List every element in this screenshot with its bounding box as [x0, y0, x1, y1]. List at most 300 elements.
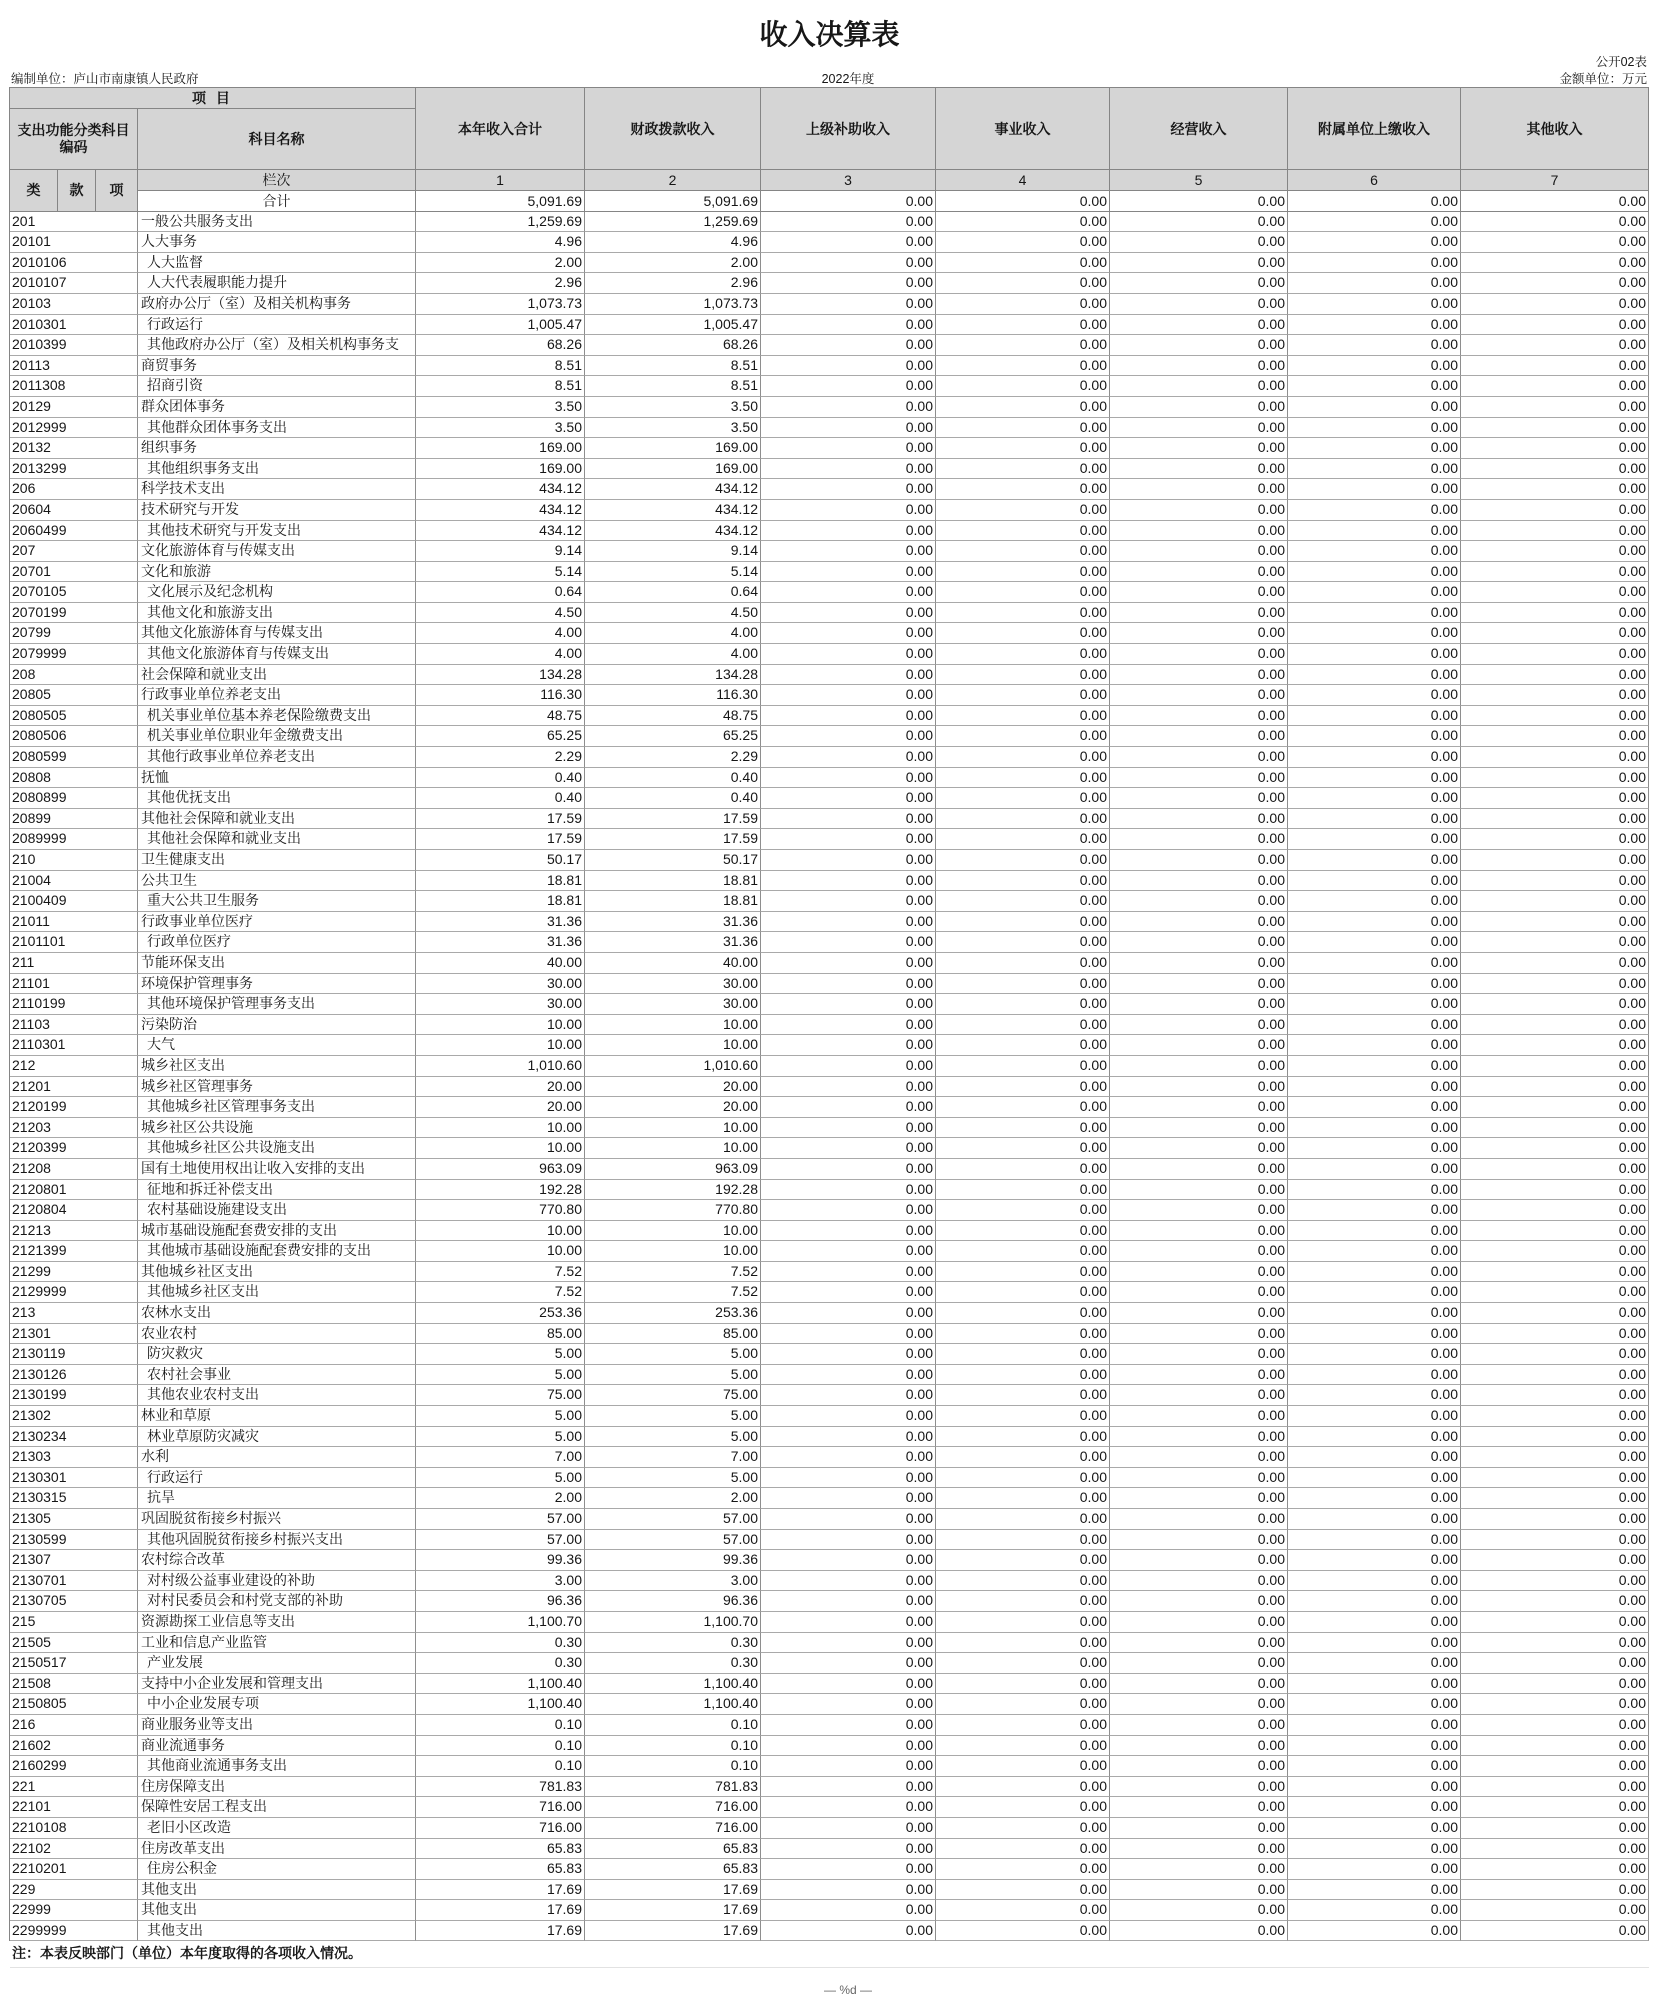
fiscal-appropriation-cell: 48.75 — [585, 706, 761, 727]
fiscal-appropriation-cell: 0.40 — [585, 788, 761, 809]
operating-income-cell: 0.00 — [1110, 1097, 1288, 1118]
fiscal-appropriation-cell: 2.00 — [585, 1488, 761, 1509]
fiscal-appropriation-cell: 17.69 — [585, 1921, 761, 1942]
subject-name: 支持中小企业发展和管理支出 — [138, 1674, 416, 1695]
fiscal-appropriation-cell: 716.00 — [585, 1797, 761, 1818]
column-header-business-income: 事业收入 — [936, 88, 1110, 170]
operating-income-cell: 0.00 — [1110, 1530, 1288, 1551]
subject-code: 212 — [10, 1056, 138, 1077]
superior-subsidy-cell: 0.00 — [761, 788, 936, 809]
total-income-cell: 4.00 — [416, 623, 585, 644]
subject-code: 2080505 — [10, 706, 138, 727]
superior-subsidy-cell: 0.00 — [761, 994, 936, 1015]
subject-name: 城乡社区管理事务 — [138, 1077, 416, 1098]
other-income-cell: 0.00 — [1461, 459, 1649, 480]
affiliated-unit-income-cell: 0.00 — [1288, 1509, 1461, 1530]
operating-income-cell: 0.00 — [1110, 1221, 1288, 1242]
business-income-cell: 0.00 — [936, 1118, 1110, 1139]
fiscal-appropriation-cell: 5.14 — [585, 562, 761, 583]
superior-subsidy-cell: 0.00 — [761, 315, 936, 336]
table-row — [10, 1365, 1649, 1386]
fiscal-appropriation-cell: 770.80 — [585, 1200, 761, 1221]
affiliated-unit-income-cell: 0.00 — [1288, 623, 1461, 644]
other-income-cell: 0.00 — [1461, 1097, 1649, 1118]
fiscal-appropriation-cell: 17.69 — [585, 1880, 761, 1901]
superior-subsidy-cell: 0.00 — [761, 521, 936, 542]
subject-code: 2130315 — [10, 1488, 138, 1509]
subject-code: 20799 — [10, 623, 138, 644]
business-income-cell: 0.00 — [936, 747, 1110, 768]
subject-name: 行政运行 — [138, 315, 416, 336]
subject-name: 商贸事务 — [138, 356, 416, 377]
business-income-cell: 0.00 — [936, 891, 1110, 912]
business-income-cell: 0.00 — [936, 1427, 1110, 1448]
subject-name: 文化旅游体育与传媒支出 — [138, 541, 416, 562]
table-row — [10, 829, 1649, 850]
other-income-cell: 0.00 — [1461, 1591, 1649, 1612]
other-income-cell: 0.00 — [1461, 1241, 1649, 1262]
operating-income-cell: 0.00 — [1110, 1159, 1288, 1180]
table-row — [10, 706, 1649, 727]
subject-code: 20805 — [10, 685, 138, 706]
other-income-cell: 0.00 — [1461, 582, 1649, 603]
superior-subsidy-cell: 0.00 — [761, 747, 936, 768]
superior-subsidy-cell: 0.00 — [761, 644, 936, 665]
affiliated-unit-income-cell: 0.00 — [1288, 1015, 1461, 1036]
subject-code: 2130234 — [10, 1427, 138, 1448]
subject-name: 机关事业单位职业年金缴费支出 — [138, 726, 416, 747]
fiscal-appropriation-cell: 10.00 — [585, 1221, 761, 1242]
affiliated-unit-income-cell: 0.00 — [1288, 1180, 1461, 1201]
subject-name: 城市基础设施配套费安排的支出 — [138, 1221, 416, 1242]
header-seq-label: 栏次 — [138, 170, 416, 191]
fiscal-appropriation-cell: 2.29 — [585, 747, 761, 768]
subject-name: 其他政府办公厅（室）及相关机构事务支 — [138, 335, 416, 356]
table-row — [10, 1056, 1649, 1077]
fiscal-appropriation-cell: 30.00 — [585, 994, 761, 1015]
subject-name: 重大公共卫生服务 — [138, 891, 416, 912]
superior-subsidy-cell: 0.00 — [761, 212, 936, 233]
business-income-cell: 0.00 — [936, 829, 1110, 850]
fiscal-appropriation-cell: 50.17 — [585, 850, 761, 871]
total-income-cell: 10.00 — [416, 1138, 585, 1159]
superior-subsidy-cell: 0.00 — [761, 974, 936, 995]
superior-subsidy-cell: 0.00 — [761, 541, 936, 562]
affiliated-unit-income-cell: 0.00 — [1288, 1262, 1461, 1283]
footnote: 注：本表反映部门（单位）本年度取得的各项收入情况。 — [12, 1945, 362, 1961]
business-income-cell: 0.00 — [936, 1282, 1110, 1303]
subject-code: 207 — [10, 541, 138, 562]
subject-code: 2100409 — [10, 891, 138, 912]
subject-name: 其他群众团体事务支出 — [138, 418, 416, 439]
other-income-cell: 0.00 — [1461, 335, 1649, 356]
subject-name: 工业和信息产业监管 — [138, 1633, 416, 1654]
business-income-cell: 0.00 — [936, 1900, 1110, 1921]
business-income-cell: 0.00 — [936, 397, 1110, 418]
subject-name: 抚恤 — [138, 768, 416, 789]
total-income-cell: 40.00 — [416, 953, 585, 974]
fiscal-appropriation-cell: 10.00 — [585, 1015, 761, 1036]
total-income-cell: 7.52 — [416, 1262, 585, 1283]
affiliated-unit-income-cell: 0.00 — [1288, 1406, 1461, 1427]
total-income-cell: 17.59 — [416, 829, 585, 850]
affiliated-unit-income-cell: 0.00 — [1288, 1077, 1461, 1098]
subject-code: 2120399 — [10, 1138, 138, 1159]
total-income-cell: 3.50 — [416, 418, 585, 439]
operating-income-cell: 0.00 — [1110, 479, 1288, 500]
other-income-cell: 0.00 — [1461, 1221, 1649, 1242]
total-income-cell: 10.00 — [416, 1241, 585, 1262]
superior-subsidy-cell: 0.00 — [761, 1118, 936, 1139]
fiscal-appropriation-cell: 5.00 — [585, 1365, 761, 1386]
subject-code: 20129 — [10, 397, 138, 418]
total-income-cell: 5.00 — [416, 1365, 585, 1386]
total-income-cell: 85.00 — [416, 1324, 585, 1345]
affiliated-unit-income-cell: 0.00 — [1288, 1056, 1461, 1077]
operating-income-cell: 0.00 — [1110, 871, 1288, 892]
subject-name: 其他文化旅游体育与传媒支出 — [138, 644, 416, 665]
operating-income-cell: 0.00 — [1110, 747, 1288, 768]
business-income-cell: 0.00 — [936, 335, 1110, 356]
business-income-cell: 0.00 — [936, 1921, 1110, 1942]
subject-code: 201 — [10, 212, 138, 233]
affiliated-unit-income-cell: 0.00 — [1288, 582, 1461, 603]
affiliated-unit-income-cell: 0.00 — [1288, 1818, 1461, 1839]
other-income-cell: 0.00 — [1461, 1468, 1649, 1489]
subject-code: 2121399 — [10, 1241, 138, 1262]
business-income-cell: 0.00 — [936, 253, 1110, 274]
subject-name: 其他支出 — [138, 1880, 416, 1901]
fiscal-appropriation-cell: 5.00 — [585, 1344, 761, 1365]
subject-name: 其他农业农村支出 — [138, 1385, 416, 1406]
other-income-cell: 0.00 — [1461, 1427, 1649, 1448]
table-row — [10, 1900, 1649, 1921]
other-income-cell: 0.00 — [1461, 1859, 1649, 1880]
fiscal-appropriation-cell: 0.30 — [585, 1653, 761, 1674]
affiliated-unit-income-cell: 0.00 — [1288, 1633, 1461, 1654]
affiliated-unit-income-cell: 0.00 — [1288, 1736, 1461, 1757]
business-income-cell: 0.00 — [936, 232, 1110, 253]
operating-income-cell: 0.00 — [1110, 1077, 1288, 1098]
affiliated-unit-income-cell: 0.00 — [1288, 1653, 1461, 1674]
total-income-cell: 17.69 — [416, 1880, 585, 1901]
other-income-cell: 0.00 — [1461, 1715, 1649, 1736]
other-income-cell: 0.00 — [1461, 644, 1649, 665]
other-income-cell: 0.00 — [1461, 850, 1649, 871]
other-income-cell: 0.00 — [1461, 747, 1649, 768]
other-income-cell: 0.00 — [1461, 397, 1649, 418]
operating-income-cell: 0.00 — [1110, 1365, 1288, 1386]
fiscal-appropriation-cell: 99.36 — [585, 1550, 761, 1571]
affiliated-unit-income-cell: 0.00 — [1288, 1797, 1461, 1818]
other-income-cell: 0.00 — [1461, 376, 1649, 397]
affiliated-unit-income-cell: 0.00 — [1288, 1344, 1461, 1365]
business-income-cell: 0.00 — [936, 541, 1110, 562]
subject-code: 2299999 — [10, 1921, 138, 1942]
total-income-total: 5,091.69 — [416, 191, 585, 212]
table-row — [10, 479, 1649, 500]
superior-subsidy-cell: 0.00 — [761, 1180, 936, 1201]
operating-income-cell: 0.00 — [1110, 1344, 1288, 1365]
total-income-cell: 10.00 — [416, 1015, 585, 1036]
business-income-cell: 0.00 — [936, 500, 1110, 521]
table-row — [10, 1385, 1649, 1406]
table-row — [10, 1550, 1649, 1571]
business-income-cell: 0.00 — [936, 1797, 1110, 1818]
operating-income-cell: 0.00 — [1110, 500, 1288, 521]
table-row — [10, 1200, 1649, 1221]
table-row — [10, 788, 1649, 809]
subject-code: 2079999 — [10, 644, 138, 665]
other-income-cell: 0.00 — [1461, 1571, 1649, 1592]
operating-income-cell: 0.00 — [1110, 376, 1288, 397]
other-income-cell: 0.00 — [1461, 1344, 1649, 1365]
total-income-cell: 2.00 — [416, 1488, 585, 1509]
header-xiang: 项 — [96, 170, 138, 212]
subject-name: 巩固脱贫衔接乡村振兴 — [138, 1509, 416, 1530]
other-income-cell: 0.00 — [1461, 1921, 1649, 1942]
subject-code: 21203 — [10, 1118, 138, 1139]
table-row — [10, 932, 1649, 953]
fiscal-appropriation-cell: 716.00 — [585, 1818, 761, 1839]
business-income-cell: 0.00 — [936, 623, 1110, 644]
fiscal-appropriation-cell: 20.00 — [585, 1077, 761, 1098]
total-income-cell: 0.30 — [416, 1633, 585, 1654]
affiliated-unit-income-cell: 0.00 — [1288, 644, 1461, 665]
total-income-cell: 48.75 — [416, 706, 585, 727]
other-income-cell: 0.00 — [1461, 974, 1649, 995]
operating-income-cell: 0.00 — [1110, 665, 1288, 686]
operating-income-cell: 0.00 — [1110, 562, 1288, 583]
affiliated-unit-income-cell: 0.00 — [1288, 1488, 1461, 1509]
subject-name: 行政运行 — [138, 1468, 416, 1489]
subject-code: 21004 — [10, 871, 138, 892]
other-income-cell: 0.00 — [1461, 809, 1649, 830]
table-row — [10, 521, 1649, 542]
table-row — [10, 1159, 1649, 1180]
table-row — [10, 1674, 1649, 1695]
superior-subsidy-cell: 0.00 — [761, 1159, 936, 1180]
fiscal-appropriation-cell: 0.30 — [585, 1633, 761, 1654]
superior-subsidy-cell: 0.00 — [761, 1777, 936, 1798]
operating-income-cell: 0.00 — [1110, 1591, 1288, 1612]
operating-income-cell: 0.00 — [1110, 1818, 1288, 1839]
superior-subsidy-cell: 0.00 — [761, 1900, 936, 1921]
subject-name: 其他巩固脱贫衔接乡村振兴支出 — [138, 1530, 416, 1551]
affiliated-unit-income-cell: 0.00 — [1288, 232, 1461, 253]
subject-name: 公共卫生 — [138, 871, 416, 892]
superior-subsidy-cell: 0.00 — [761, 912, 936, 933]
subject-code: 21505 — [10, 1633, 138, 1654]
subject-code: 213 — [10, 1303, 138, 1324]
table-row — [10, 273, 1649, 294]
operating-income-cell: 0.00 — [1110, 356, 1288, 377]
subject-name: 农村综合改革 — [138, 1550, 416, 1571]
table-row — [10, 1180, 1649, 1201]
subject-code: 20132 — [10, 438, 138, 459]
superior-subsidy-cell: 0.00 — [761, 1756, 936, 1777]
affiliated-unit-income-cell: 0.00 — [1288, 1900, 1461, 1921]
other-income-cell: 0.00 — [1461, 1880, 1649, 1901]
table-row — [10, 1221, 1649, 1242]
total-income-cell: 2.00 — [416, 253, 585, 274]
affiliated-unit-income-cell: 0.00 — [1288, 912, 1461, 933]
fiscal-appropriation-cell: 4.00 — [585, 644, 761, 665]
total-income-cell: 434.12 — [416, 521, 585, 542]
operating-income-cell: 0.00 — [1110, 891, 1288, 912]
superior-subsidy-cell: 0.00 — [761, 891, 936, 912]
column-seq-number: 5 — [1110, 170, 1288, 191]
total-income-cell: 1,005.47 — [416, 315, 585, 336]
table-row — [10, 1653, 1649, 1674]
subject-name: 行政事业单位医疗 — [138, 912, 416, 933]
operating-income-cell: 0.00 — [1110, 994, 1288, 1015]
fiscal-appropriation-cell: 116.30 — [585, 685, 761, 706]
superior-subsidy-cell: 0.00 — [761, 1880, 936, 1901]
operating-income-cell: 0.00 — [1110, 459, 1288, 480]
subject-code: 2130705 — [10, 1591, 138, 1612]
fiscal-appropriation-cell: 4.50 — [585, 603, 761, 624]
total-income-cell: 0.10 — [416, 1756, 585, 1777]
business-income-cell: 0.00 — [936, 1097, 1110, 1118]
affiliated-unit-income-cell: 0.00 — [1288, 1880, 1461, 1901]
subject-name: 其他支出 — [138, 1921, 416, 1942]
superior-subsidy-cell: 0.00 — [761, 1612, 936, 1633]
fiscal-appropriation-cell: 4.96 — [585, 232, 761, 253]
total-income-cell: 3.50 — [416, 397, 585, 418]
subject-code: 2070105 — [10, 582, 138, 603]
table-row — [10, 1612, 1649, 1633]
other-income-cell: 0.00 — [1461, 623, 1649, 644]
table-row — [10, 1633, 1649, 1654]
superior-subsidy-cell: 0.00 — [761, 953, 936, 974]
other-income-cell: 0.00 — [1461, 665, 1649, 686]
subject-code: 2011308 — [10, 376, 138, 397]
table-row — [10, 335, 1649, 356]
subject-code: 21301 — [10, 1324, 138, 1345]
subject-code: 206 — [10, 479, 138, 500]
total-income-cell: 781.83 — [416, 1777, 585, 1798]
subject-name: 其他社会保障和就业支出 — [138, 809, 416, 830]
subject-name: 卫生健康支出 — [138, 850, 416, 871]
total-income-cell: 57.00 — [416, 1530, 585, 1551]
business-income-cell: 0.00 — [936, 1138, 1110, 1159]
operating-income-cell: 0.00 — [1110, 1427, 1288, 1448]
business-income-cell: 0.00 — [936, 376, 1110, 397]
total-income-cell: 1,100.70 — [416, 1612, 585, 1633]
affiliated-unit-income-cell: 0.00 — [1288, 1241, 1461, 1262]
table-row — [10, 974, 1649, 995]
affiliated-unit-income-cell: 0.00 — [1288, 994, 1461, 1015]
superior-subsidy-cell: 0.00 — [761, 1715, 936, 1736]
other-income-cell: 0.00 — [1461, 1797, 1649, 1818]
fiscal-appropriation-cell: 5.00 — [585, 1406, 761, 1427]
affiliated-unit-income-cell: 0.00 — [1288, 1756, 1461, 1777]
business-income-cell: 0.00 — [936, 665, 1110, 686]
subject-name: 其他城乡社区支出 — [138, 1282, 416, 1303]
header-code-group — [10, 109, 138, 171]
operating-income-cell: 0.00 — [1110, 1200, 1288, 1221]
affiliated-unit-income-cell: 0.00 — [1288, 1385, 1461, 1406]
operating-income-cell: 0.00 — [1110, 1736, 1288, 1757]
subject-name: 污染防治 — [138, 1015, 416, 1036]
operating-income-cell: 0.00 — [1110, 1262, 1288, 1283]
fiscal-appropriation-cell: 7.52 — [585, 1262, 761, 1283]
other-income-cell: 0.00 — [1461, 912, 1649, 933]
other-income-cell: 0.00 — [1461, 788, 1649, 809]
operating-income-cell: 0.00 — [1110, 1653, 1288, 1674]
superior-subsidy-cell: 0.00 — [761, 1138, 936, 1159]
business-income-cell: 0.00 — [936, 1365, 1110, 1386]
subject-name: 其他行政事业单位养老支出 — [138, 747, 416, 768]
business-income-cell: 0.00 — [936, 1571, 1110, 1592]
fiscal-appropriation-cell: 17.59 — [585, 829, 761, 850]
operating-income-cell: 0.00 — [1110, 1550, 1288, 1571]
business-income-cell: 0.00 — [936, 685, 1110, 706]
subject-name: 科学技术支出 — [138, 479, 416, 500]
superior-subsidy-cell: 0.00 — [761, 726, 936, 747]
subject-code: 21307 — [10, 1550, 138, 1571]
superior-subsidy-cell: 0.00 — [761, 1921, 936, 1942]
business-income-cell: 0.00 — [936, 1077, 1110, 1098]
other-income-cell: 0.00 — [1461, 521, 1649, 542]
subject-name: 其他城乡社区支出 — [138, 1262, 416, 1283]
operating-income-cell: 0.00 — [1110, 232, 1288, 253]
operating-income-cell: 0.00 — [1110, 397, 1288, 418]
subject-code: 20103 — [10, 294, 138, 315]
table-row — [10, 315, 1649, 336]
business-income-cell: 0.00 — [936, 479, 1110, 500]
fiscal-appropriation-cell: 10.00 — [585, 1035, 761, 1056]
superior-subsidy-cell: 0.00 — [761, 294, 936, 315]
operating-income-cell: 0.00 — [1110, 1756, 1288, 1777]
total-label: 合计 — [138, 191, 416, 212]
total-income-cell: 434.12 — [416, 479, 585, 500]
subject-code: 2150517 — [10, 1653, 138, 1674]
fiscal-appropriation-cell: 0.64 — [585, 582, 761, 603]
column-seq-number: 4 — [936, 170, 1110, 191]
superior-subsidy-cell: 0.00 — [761, 1509, 936, 1530]
table-row — [10, 1488, 1649, 1509]
superior-subsidy-cell: 0.00 — [761, 1447, 936, 1468]
business-income-cell: 0.00 — [936, 953, 1110, 974]
header-code-group-label: 支出功能分类科目编码 — [17, 121, 130, 155]
table-row — [10, 397, 1649, 418]
business-income-cell: 0.00 — [936, 438, 1110, 459]
table-body — [10, 212, 1649, 1942]
subject-code: 21201 — [10, 1077, 138, 1098]
business-income-cell: 0.00 — [936, 1344, 1110, 1365]
other-income-cell: 0.00 — [1461, 232, 1649, 253]
operating-income-cell: 0.00 — [1110, 829, 1288, 850]
fiscal-appropriation-cell: 8.51 — [585, 356, 761, 377]
table-row — [10, 1859, 1649, 1880]
subject-name: 其他技术研究与开发支出 — [138, 521, 416, 542]
subject-code: 21101 — [10, 974, 138, 995]
total-income-cell: 20.00 — [416, 1077, 585, 1098]
table-row — [10, 438, 1649, 459]
total-income-cell: 0.40 — [416, 788, 585, 809]
subject-name: 商业服务业等支出 — [138, 1715, 416, 1736]
total-income-cell: 30.00 — [416, 974, 585, 995]
business-income-cell: 0.00 — [936, 932, 1110, 953]
subject-name: 农业农村 — [138, 1324, 416, 1345]
business-income-cell: 0.00 — [936, 1859, 1110, 1880]
subject-name: 政府办公厅（室）及相关机构事务 — [138, 294, 416, 315]
table-row — [10, 1447, 1649, 1468]
business-income-cell: 0.00 — [936, 768, 1110, 789]
affiliated-unit-income-cell: 0.00 — [1288, 891, 1461, 912]
